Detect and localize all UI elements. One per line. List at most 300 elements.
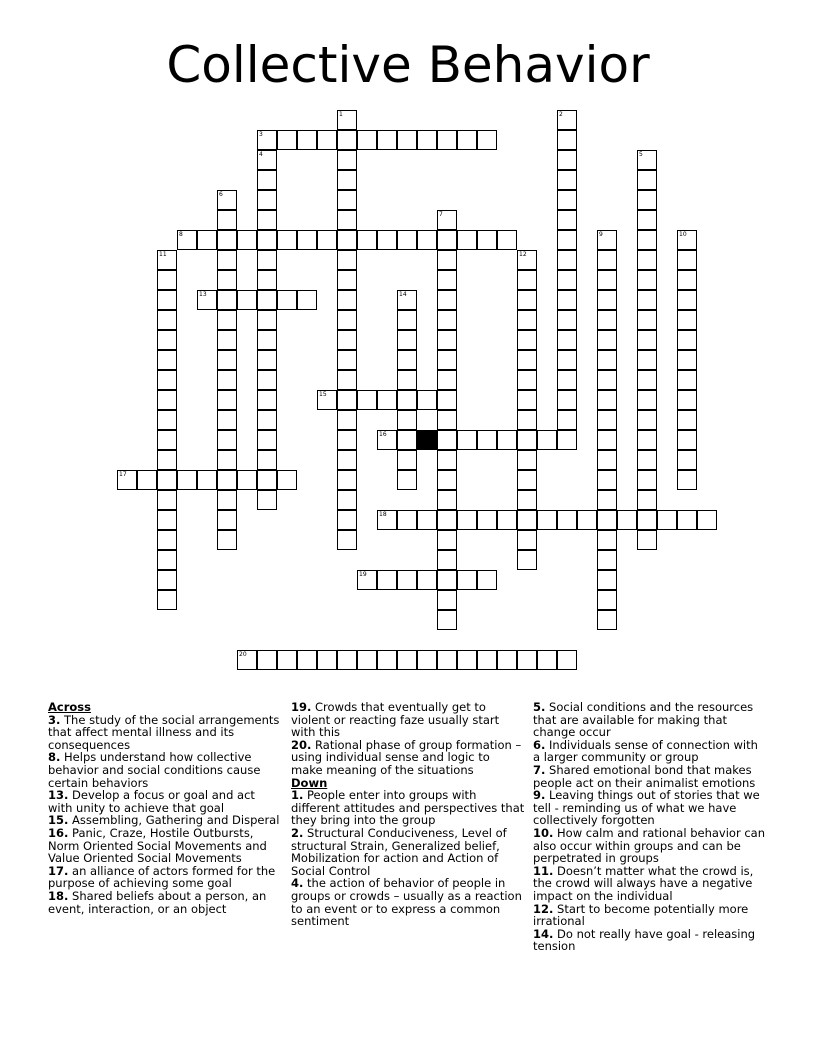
grid-cell[interactable] xyxy=(337,290,357,310)
grid-cell[interactable] xyxy=(197,230,217,250)
grid-cell[interactable] xyxy=(597,250,617,270)
clues-column-3 xyxy=(533,701,767,953)
grid-cell[interactable] xyxy=(297,650,317,670)
grid-cell[interactable] xyxy=(297,130,317,150)
down-clue: 10. How calm and rational behavior can also occur within groups and can be perpetrated in groups xyxy=(533,825,765,866)
grid-cell[interactable] xyxy=(597,390,617,410)
clue-number: 6 xyxy=(219,191,223,198)
grid-cell[interactable] xyxy=(417,510,437,530)
grid-cell[interactable] xyxy=(377,230,397,250)
grid-cell[interactable] xyxy=(237,470,257,490)
grid-cell[interactable] xyxy=(637,290,657,310)
grid-cell[interactable] xyxy=(597,330,617,350)
grid-cell[interactable] xyxy=(377,130,397,150)
grid-cell[interactable] xyxy=(597,290,617,310)
grid-cell[interactable] xyxy=(257,190,277,210)
grid-cell[interactable] xyxy=(677,430,697,450)
grid-cell[interactable] xyxy=(677,410,697,430)
grid-cell[interactable] xyxy=(157,370,177,390)
grid-cell[interactable] xyxy=(377,510,397,530)
grid-cell[interactable] xyxy=(437,570,457,590)
grid-cell[interactable] xyxy=(157,530,177,550)
grid-cell[interactable] xyxy=(157,310,177,330)
grid-cell[interactable] xyxy=(257,350,277,370)
grid-cell[interactable] xyxy=(477,430,497,450)
grid-cell[interactable] xyxy=(297,230,317,250)
grid-cell[interactable] xyxy=(257,650,277,670)
grid-cell[interactable] xyxy=(337,150,357,170)
grid-cell[interactable] xyxy=(277,290,297,310)
grid-cell[interactable] xyxy=(417,390,437,410)
grid-cell[interactable] xyxy=(177,230,197,250)
grid-cell[interactable] xyxy=(257,210,277,230)
grid-cell[interactable] xyxy=(437,270,457,290)
across-clue: 17. an alliance of actors formed for the purpose of achieving some goal xyxy=(48,863,276,891)
black-cell xyxy=(417,430,437,450)
grid-cell[interactable] xyxy=(677,510,697,530)
puzzle-title: Collective Behavior xyxy=(166,36,650,94)
grid-cell[interactable] xyxy=(157,350,177,370)
grid-cell[interactable] xyxy=(337,510,357,530)
grid-cell[interactable] xyxy=(517,390,537,410)
grid-cell[interactable] xyxy=(437,610,457,630)
grid-cell[interactable] xyxy=(497,650,517,670)
grid-cell[interactable] xyxy=(337,410,357,430)
grid-cell[interactable] xyxy=(337,190,357,210)
grid-cell[interactable] xyxy=(357,650,377,670)
grid-cell[interactable] xyxy=(457,130,477,150)
grid-cell[interactable] xyxy=(337,430,357,450)
grid-cell[interactable] xyxy=(637,530,657,550)
grid-cell[interactable] xyxy=(457,230,477,250)
grid-cell[interactable] xyxy=(397,370,417,390)
grid-cell[interactable] xyxy=(557,230,577,250)
grid-cell[interactable] xyxy=(257,150,277,170)
grid-cell[interactable] xyxy=(437,430,457,450)
grid-cell[interactable] xyxy=(477,510,497,530)
grid-cell[interactable] xyxy=(557,430,577,450)
grid-cell[interactable] xyxy=(677,290,697,310)
grid-cell[interactable] xyxy=(337,330,357,350)
grid-cell[interactable] xyxy=(217,470,237,490)
grid-cell[interactable] xyxy=(217,270,237,290)
grid-cell[interactable] xyxy=(337,270,357,290)
grid-cell[interactable] xyxy=(217,510,237,530)
grid-cell[interactable] xyxy=(337,450,357,470)
grid-cell[interactable] xyxy=(637,230,657,250)
grid-cell[interactable] xyxy=(297,290,317,310)
grid-cell[interactable] xyxy=(197,470,217,490)
grid-cell[interactable] xyxy=(557,510,577,530)
grid-cell[interactable] xyxy=(417,130,437,150)
grid-cell[interactable] xyxy=(257,370,277,390)
grid-cell[interactable] xyxy=(637,150,657,170)
grid-cell[interactable] xyxy=(637,330,657,350)
grid-cell[interactable] xyxy=(517,490,537,510)
across-clue: 13. Develop a focus or goal and act with unity to achieve that goal xyxy=(48,788,255,815)
grid-cell[interactable] xyxy=(557,170,577,190)
down-clue: 7. Shared emotional bond that makes people act on their animalist emotions xyxy=(533,762,756,790)
grid-cell[interactable] xyxy=(337,370,357,390)
grid-cell[interactable] xyxy=(397,390,417,410)
down-clue: 11. Doesn’t matter what the crowd is, the crowd will always have a negative impact on the individual xyxy=(533,863,754,903)
grid-cell[interactable] xyxy=(277,650,297,670)
grid-cell[interactable] xyxy=(557,150,577,170)
grid-cell[interactable] xyxy=(557,250,577,270)
grid-cell[interactable] xyxy=(397,510,417,530)
grid-cell[interactable] xyxy=(357,230,377,250)
grid-cell[interactable] xyxy=(257,130,277,150)
grid-cell[interactable] xyxy=(217,210,237,230)
grid-cell[interactable] xyxy=(157,330,177,350)
grid-cell[interactable] xyxy=(257,250,277,270)
grid-cell[interactable] xyxy=(537,650,557,670)
grid-cell[interactable] xyxy=(217,450,237,470)
grid-cell[interactable] xyxy=(397,290,417,310)
grid-cell[interactable] xyxy=(217,530,237,550)
grid-cell[interactable] xyxy=(377,430,397,450)
grid-cell[interactable] xyxy=(517,410,537,430)
grid-cell[interactable] xyxy=(597,610,617,630)
grid-cell[interactable] xyxy=(637,390,657,410)
grid-cell[interactable] xyxy=(437,530,457,550)
across-clue: 8. Helps understand how collective behavior and social conditions cause certain behaviors xyxy=(48,750,261,790)
grid-cell[interactable] xyxy=(377,650,397,670)
grid-cell[interactable] xyxy=(557,390,577,410)
grid-cell[interactable] xyxy=(377,570,397,590)
grid-cell[interactable] xyxy=(577,510,597,530)
grid-cell[interactable] xyxy=(257,330,277,350)
grid-cell[interactable] xyxy=(637,490,657,510)
clue-number: 14 xyxy=(399,291,407,298)
grid-cell[interactable] xyxy=(537,510,557,530)
grid-cell[interactable] xyxy=(677,310,697,330)
clue-number: 2 xyxy=(559,111,563,118)
grid-cell[interactable] xyxy=(617,510,637,530)
grid-cell[interactable] xyxy=(597,270,617,290)
grid-cell[interactable] xyxy=(157,250,177,270)
grid-cell[interactable] xyxy=(337,110,357,130)
grid-cell[interactable] xyxy=(517,270,537,290)
grid-cell[interactable] xyxy=(637,270,657,290)
grid-cell[interactable] xyxy=(637,310,657,330)
grid-cell[interactable] xyxy=(457,510,477,530)
grid-cell[interactable] xyxy=(237,290,257,310)
grid-cell[interactable] xyxy=(517,650,537,670)
grid-cell[interactable] xyxy=(677,270,697,290)
grid-cell[interactable] xyxy=(517,550,537,570)
grid-cell[interactable] xyxy=(397,450,417,470)
grid-cell[interactable] xyxy=(597,490,617,510)
grid-cell[interactable] xyxy=(517,530,537,550)
grid-cell[interactable] xyxy=(257,390,277,410)
grid-cell[interactable] xyxy=(557,190,577,210)
grid-cell[interactable] xyxy=(277,470,297,490)
grid-cell[interactable] xyxy=(397,650,417,670)
grid-cell[interactable] xyxy=(597,510,617,530)
grid-cell[interactable] xyxy=(437,250,457,270)
grid-cell[interactable] xyxy=(257,470,277,490)
grid-cell[interactable] xyxy=(157,570,177,590)
grid-cell[interactable] xyxy=(557,290,577,310)
grid-cell[interactable] xyxy=(517,330,537,350)
grid-cell[interactable] xyxy=(337,130,357,150)
grid-cell[interactable] xyxy=(397,470,417,490)
grid-cell[interactable] xyxy=(197,290,217,310)
grid-cell[interactable] xyxy=(437,390,457,410)
clue-number: 4 xyxy=(259,151,263,158)
grid-cell[interactable] xyxy=(217,310,237,330)
grid-cell[interactable] xyxy=(177,470,197,490)
grid-cell[interactable] xyxy=(697,510,717,530)
grid-cell[interactable] xyxy=(517,250,537,270)
grid-cell[interactable] xyxy=(637,370,657,390)
grid-cell[interactable] xyxy=(157,510,177,530)
clues-column-1 xyxy=(48,701,280,915)
grid-cell[interactable] xyxy=(437,470,457,490)
grid-cell[interactable] xyxy=(157,430,177,450)
grid-cell[interactable] xyxy=(157,410,177,430)
grid-cell[interactable] xyxy=(557,650,577,670)
grid-cell[interactable] xyxy=(217,490,237,510)
grid-cell[interactable] xyxy=(157,390,177,410)
grid-cell[interactable] xyxy=(337,490,357,510)
grid-cell[interactable] xyxy=(677,230,697,250)
grid-cell[interactable] xyxy=(337,250,357,270)
grid-cell[interactable] xyxy=(217,190,237,210)
grid-cell[interactable] xyxy=(557,110,577,130)
grid-cell[interactable] xyxy=(637,470,657,490)
grid-cell[interactable] xyxy=(437,370,457,390)
grid-cell[interactable] xyxy=(237,650,257,670)
grid-cell[interactable] xyxy=(477,230,497,250)
grid-cell[interactable] xyxy=(397,130,417,150)
grid-cell[interactable] xyxy=(217,330,237,350)
clue-number: 19 xyxy=(359,571,367,578)
grid-cell[interactable] xyxy=(477,130,497,150)
grid-cell[interactable] xyxy=(657,510,677,530)
grid-cell[interactable] xyxy=(437,590,457,610)
grid-cell[interactable] xyxy=(397,230,417,250)
grid-cell[interactable] xyxy=(437,650,457,670)
grid-cell[interactable] xyxy=(637,250,657,270)
across-clue: 18. Shared beliefs about a person, an event, interaction, or an object xyxy=(48,888,267,916)
grid-cell[interactable] xyxy=(497,230,517,250)
grid-cell[interactable] xyxy=(597,470,617,490)
grid-cell[interactable] xyxy=(677,450,697,470)
grid-cell[interactable] xyxy=(397,350,417,370)
grid-cell[interactable] xyxy=(397,330,417,350)
grid-cell[interactable] xyxy=(357,390,377,410)
grid-cell[interactable] xyxy=(217,250,237,270)
grid-cell[interactable] xyxy=(277,130,297,150)
grid-cell[interactable] xyxy=(677,370,697,390)
grid-cell[interactable] xyxy=(417,570,437,590)
grid-cell[interactable] xyxy=(597,530,617,550)
grid-cell[interactable] xyxy=(217,370,237,390)
grid-cell[interactable] xyxy=(677,330,697,350)
grid-cell[interactable] xyxy=(217,430,237,450)
clue-number: 9 xyxy=(599,231,603,238)
grid-cell[interactable] xyxy=(377,390,397,410)
grid-cell[interactable] xyxy=(637,410,657,430)
grid-cell[interactable] xyxy=(337,650,357,670)
grid-cell[interactable] xyxy=(457,570,477,590)
across-clue: 16. Panic, Craze, Hostile Outbursts, Norm Oriented Social Movements and Value Oriented Social Movements xyxy=(48,825,267,866)
grid-cell[interactable] xyxy=(557,310,577,330)
clues-column-2 xyxy=(291,701,525,928)
grid-cell[interactable] xyxy=(677,250,697,270)
grid-cell[interactable] xyxy=(457,650,477,670)
grid-cell[interactable] xyxy=(257,310,277,330)
grid-cell[interactable] xyxy=(277,230,297,250)
grid-cell[interactable] xyxy=(457,430,477,450)
grid-cell[interactable] xyxy=(397,570,417,590)
grid-cell[interactable] xyxy=(637,170,657,190)
grid-cell[interactable] xyxy=(517,450,537,470)
grid-cell[interactable] xyxy=(337,170,357,190)
grid-cell[interactable] xyxy=(597,550,617,570)
grid-cell[interactable] xyxy=(597,430,617,450)
grid-cell[interactable] xyxy=(637,350,657,370)
grid-cell[interactable] xyxy=(257,450,277,470)
grid-cell[interactable] xyxy=(597,310,617,330)
down-clue: 6. Individuals sense of connection with a larger community or group xyxy=(533,737,758,765)
grid-cell[interactable] xyxy=(157,550,177,570)
grid-cell[interactable] xyxy=(437,410,457,430)
grid-cell[interactable] xyxy=(257,290,277,310)
grid-cell[interactable] xyxy=(517,310,537,330)
grid-cell[interactable] xyxy=(597,350,617,370)
grid-cell[interactable] xyxy=(637,450,657,470)
grid-cell[interactable] xyxy=(597,590,617,610)
grid-cell[interactable] xyxy=(557,210,577,230)
grid-cell[interactable] xyxy=(497,510,517,530)
grid-cell[interactable] xyxy=(217,390,237,410)
grid-cell[interactable] xyxy=(637,430,657,450)
grid-cell[interactable] xyxy=(517,430,537,450)
grid-cell[interactable] xyxy=(237,230,257,250)
grid-cell[interactable] xyxy=(437,490,457,510)
grid-cell[interactable] xyxy=(677,390,697,410)
grid-cell[interactable] xyxy=(597,370,617,390)
grid-cell[interactable] xyxy=(217,290,237,310)
across-heading: Across xyxy=(48,700,91,714)
grid-cell[interactable] xyxy=(317,230,337,250)
grid-cell[interactable] xyxy=(137,470,157,490)
grid-cell[interactable] xyxy=(477,650,497,670)
grid-cell[interactable] xyxy=(397,310,417,330)
grid-cell[interactable] xyxy=(437,510,457,530)
grid-cell[interactable] xyxy=(217,230,237,250)
grid-cell[interactable] xyxy=(677,470,697,490)
grid-cell[interactable] xyxy=(157,290,177,310)
grid-cell[interactable] xyxy=(437,290,457,310)
grid-cell[interactable] xyxy=(417,230,437,250)
grid-cell[interactable] xyxy=(437,210,457,230)
grid-cell[interactable] xyxy=(597,410,617,430)
grid-cell[interactable] xyxy=(337,470,357,490)
grid-cell[interactable] xyxy=(217,410,237,430)
grid-cell[interactable] xyxy=(257,270,277,290)
grid-cell[interactable] xyxy=(217,350,237,370)
grid-cell[interactable] xyxy=(677,350,697,370)
grid-cell[interactable] xyxy=(337,350,357,370)
grid-cell[interactable] xyxy=(517,510,537,530)
grid-cell[interactable] xyxy=(437,130,457,150)
grid-cell[interactable] xyxy=(537,430,557,450)
grid-cell[interactable] xyxy=(477,570,497,590)
grid-cell[interactable] xyxy=(637,210,657,230)
clue-number: 3 xyxy=(259,131,263,138)
grid-cell[interactable] xyxy=(597,230,617,250)
grid-cell[interactable] xyxy=(357,130,377,150)
grid-cell[interactable] xyxy=(437,330,457,350)
clue-number: 18 xyxy=(379,511,387,518)
grid-cell[interactable] xyxy=(337,310,357,330)
grid-cell[interactable] xyxy=(337,390,357,410)
grid-cell[interactable] xyxy=(257,490,277,510)
grid-cell[interactable] xyxy=(597,450,617,470)
grid-cell[interactable] xyxy=(337,210,357,230)
grid-cell[interactable] xyxy=(257,230,277,250)
grid-cell[interactable] xyxy=(437,550,457,570)
grid-cell[interactable] xyxy=(317,130,337,150)
grid-cell[interactable] xyxy=(397,430,417,450)
grid-cell[interactable] xyxy=(637,510,657,530)
across-clue: 19. Crowds that eventually get to violent or reacting faze usually start with this xyxy=(291,700,500,740)
grid-cell[interactable] xyxy=(157,450,177,470)
grid-cell[interactable] xyxy=(417,650,437,670)
grid-cell[interactable] xyxy=(157,470,177,490)
grid-cell[interactable] xyxy=(557,130,577,150)
grid-cell[interactable] xyxy=(437,350,457,370)
grid-cell[interactable] xyxy=(157,270,177,290)
grid-cell[interactable] xyxy=(157,490,177,510)
grid-cell[interactable] xyxy=(517,290,537,310)
grid-cell[interactable] xyxy=(517,470,537,490)
grid-cell[interactable] xyxy=(117,470,137,490)
grid-cell[interactable] xyxy=(437,310,457,330)
grid-cell[interactable] xyxy=(337,230,357,250)
grid-cell[interactable] xyxy=(257,410,277,430)
grid-cell[interactable] xyxy=(557,410,577,430)
grid-cell[interactable] xyxy=(397,410,417,430)
clue-number: 1 xyxy=(339,111,343,118)
grid-cell[interactable] xyxy=(597,570,617,590)
grid-cell[interactable] xyxy=(557,350,577,370)
grid-cell[interactable] xyxy=(557,330,577,350)
grid-cell[interactable] xyxy=(317,390,337,410)
grid-cell[interactable] xyxy=(497,430,517,450)
grid-cell[interactable] xyxy=(257,170,277,190)
grid-cell[interactable] xyxy=(557,270,577,290)
grid-cell[interactable] xyxy=(317,650,337,670)
grid-cell[interactable] xyxy=(517,370,537,390)
grid-cell[interactable] xyxy=(337,530,357,550)
grid-cell[interactable] xyxy=(557,370,577,390)
across-clue: 20. Rational phase of group formation – using individual sense and logic to make meaning of the situations xyxy=(291,737,522,777)
grid-cell[interactable] xyxy=(357,570,377,590)
down-heading: Down xyxy=(291,775,328,790)
grid-cell[interactable] xyxy=(437,450,457,470)
grid-cell[interactable] xyxy=(517,350,537,370)
grid-cell[interactable] xyxy=(257,430,277,450)
down-clue: 4. the action of behavior of people in groups or crowds – usually as a reaction to an event or to express a common sentiment xyxy=(291,876,522,929)
grid-cell[interactable] xyxy=(157,590,177,610)
grid-cell[interactable] xyxy=(637,190,657,210)
grid-cell[interactable] xyxy=(437,230,457,250)
